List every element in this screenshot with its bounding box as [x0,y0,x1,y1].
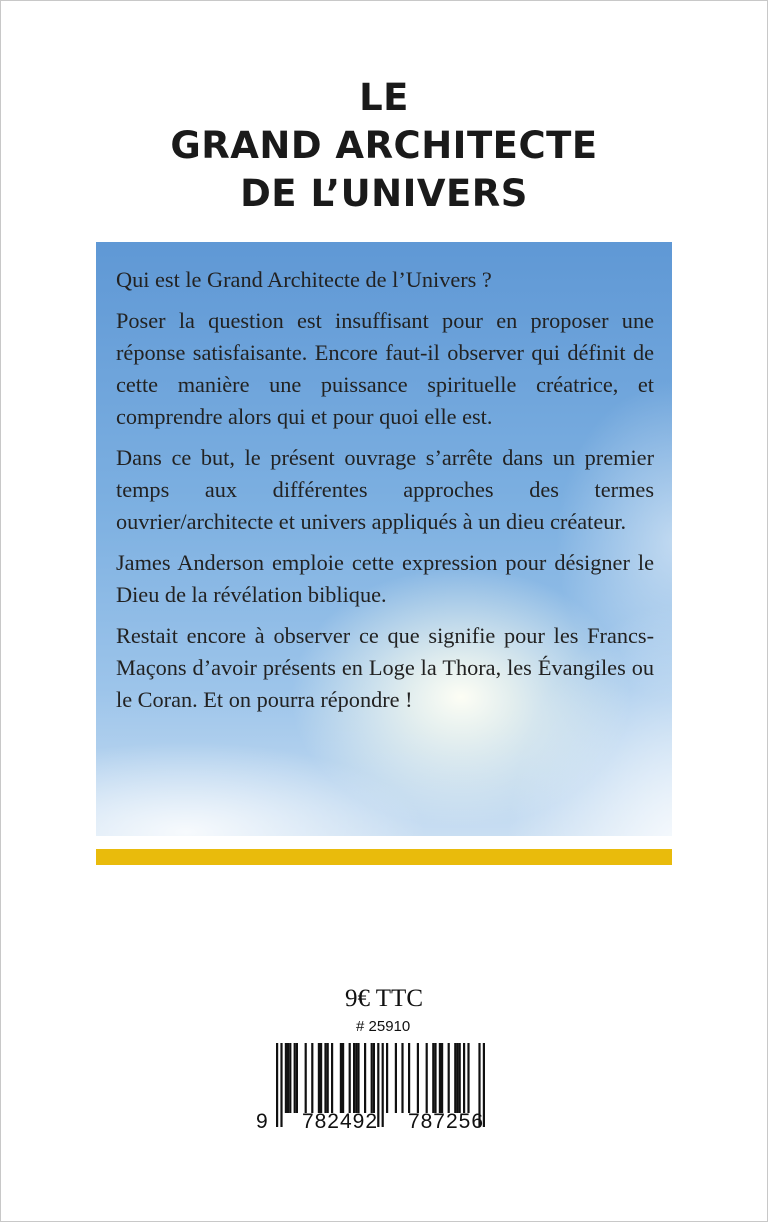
blurb-paragraph-5: Restait encore à observer ce que signifie pour les Francs-Maçons d’avoir présents en Loge la Thora, les Évangiles ou le Coran. Et on pourra répondre ! [116,623,654,712]
barcode-bar [357,1043,359,1113]
blurb-text [116,264,654,725]
barcode-bar [353,1043,355,1113]
sky-blurb-panel [96,242,672,836]
barcode-bar [287,1043,289,1113]
barcode-bar [331,1043,333,1113]
product-code: # 25910 [356,1018,411,1035]
barcode-bar [318,1043,320,1113]
barcode-bar [434,1043,436,1113]
blurb-paragraph-1: Qui est le Grand Architecte de l’Univers ? [116,267,492,292]
barcode-bar [355,1043,357,1113]
barcode-bar [276,1043,278,1127]
barcode-bar [373,1043,375,1113]
barcode-bar [459,1043,461,1113]
book-title [0,74,768,218]
barcode-bar [426,1043,428,1113]
barcode-bar [280,1043,282,1127]
barcode-bar [408,1043,410,1113]
barcode-bar [289,1043,291,1113]
barcode-bar [311,1043,313,1113]
title-line-3: DE L’UNIVERS [240,172,528,215]
barcode-bar [294,1043,296,1113]
barcode-bar [285,1043,287,1113]
barcode-bar [454,1043,456,1113]
barcode-bar [364,1043,366,1113]
price-label: 9€ TTC [344,985,423,1012]
barcode-bar [441,1043,443,1113]
barcode-bar [327,1043,329,1113]
yellow-band [96,849,672,865]
barcode-bar [401,1043,403,1113]
barcode-bar [305,1043,307,1113]
barcode-bar [324,1043,326,1113]
barcode-bar [395,1043,397,1113]
barcode-bar [349,1043,351,1113]
barcode-bar [340,1043,342,1113]
barcode-bar [463,1043,465,1113]
barcode-bar [320,1043,322,1113]
blurb-paragraph-3: Dans ce but, le présent ouvrage s’arrête dans un premier temps aux différentes approches des termes ouvrier/architecte et univers appliqués à un dieu créateur. [116,445,654,534]
title-line-1: LE [359,76,409,119]
isbn-right-group: 787256 [407,1110,485,1133]
barcode-bar [386,1043,388,1113]
barcode-bar [439,1043,441,1113]
isbn-left-group: 782492 [301,1110,379,1133]
barcode-bar [448,1043,450,1113]
barcode-bar [467,1043,469,1113]
barcode-bar [342,1043,344,1113]
blurb-paragraph-2: Poser la question est insuffisant pour en proposer une réponse satisfaisante. Encore faut-il observer qui définit de cette manière une puissance spirituelle créatrice, et comprendre alors qui et pour quoi elle est. [116,308,654,429]
barcode-bar [296,1043,298,1113]
isbn-lead-digit: 9 [256,1110,268,1133]
barcode-bar [371,1043,373,1113]
barcode-bar [417,1043,419,1113]
blurb-paragraph-4: James Anderson emploie cette expression pour désigner le Dieu de la révélation biblique. [116,550,654,607]
title-line-2: GRAND ARCHITECTE [170,124,598,167]
barcode-bar [456,1043,458,1113]
barcode-bar [432,1043,434,1113]
